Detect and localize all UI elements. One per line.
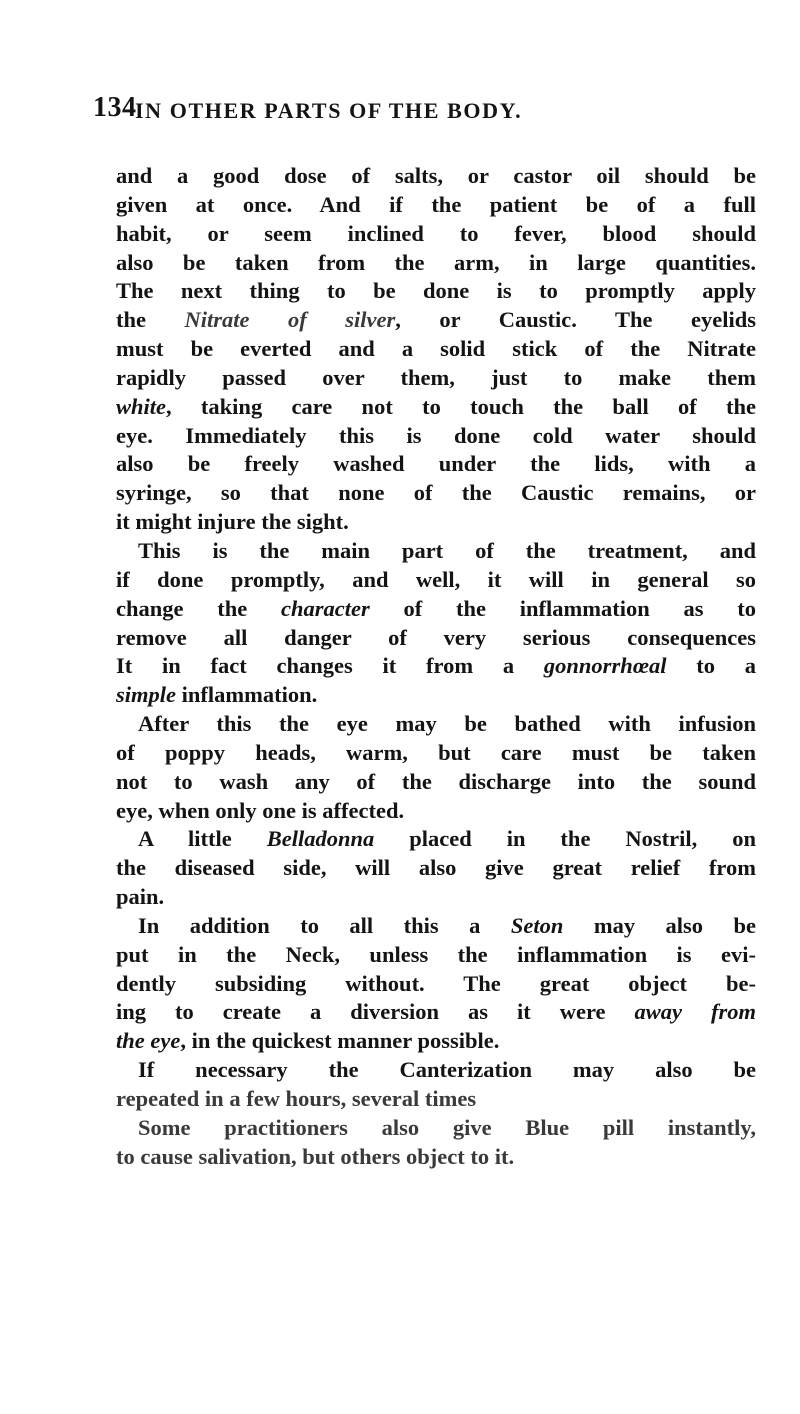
text-line: change the character of the inflammation as to [116, 595, 756, 621]
text-line: put in the Neck, unless the inflammation is evi- [116, 941, 756, 967]
text-line: also be freely washed under the lids, with a [116, 451, 756, 477]
text-line: not to wash any of the discharge into the sound [116, 768, 756, 794]
text-line: dently subsiding without. The great object be- [116, 970, 756, 996]
text-line: A little Belladonna placed in the Nostril, on [138, 826, 756, 852]
text-line: This is the main part of the treatment, and [138, 537, 756, 563]
italic-term: gonnorrhœal [543, 653, 667, 679]
text-line: it might injure the sight. [116, 509, 349, 535]
text-line: given at once. And if the patient be of a full [116, 191, 756, 217]
text-line: habit, or seem inclined to fever, blood should [116, 220, 756, 246]
text-line: After this the eye may be bathed with infusion [138, 711, 756, 737]
text-line: the diseased side, will also give great relief from [116, 855, 756, 881]
italic-term: away from [634, 999, 756, 1025]
text-line: If necessary the Canterization may also be [138, 1057, 756, 1083]
text-line: In addition to all this a Seton may also be [138, 912, 756, 938]
italic-term: Nitrate of silver [184, 307, 396, 333]
text-line: if done promptly, and well, it will in general so [116, 566, 756, 592]
text-line: white, taking care not to touch the ball of the [116, 393, 756, 419]
text-line: rapidly passed over them, just to make them [116, 364, 756, 390]
text-line: The next thing to be done is to promptly apply [116, 278, 756, 304]
text-line: remove all danger of very serious consequences [116, 624, 756, 650]
text-line: eye, when only one is affected. [116, 797, 405, 823]
italic-term: the eye [116, 1028, 181, 1054]
text-line: to cause salivation, but others object to it. [116, 1143, 515, 1169]
page-number: 134 [93, 92, 137, 123]
italic-term: simple [116, 682, 176, 708]
running-title: IN OTHER PARTS OF THE BODY. [135, 98, 523, 123]
text-line: It in fact changes it from a gonnorrhœal to a [116, 653, 756, 679]
text-line: the Nitrate of silver, or Caustic. The eyelids [116, 307, 756, 333]
text-line: eye. Immediately this is done cold water should [116, 422, 756, 448]
text-line: simple inflammation. [116, 682, 318, 708]
text-line: also be taken from the arm, in large quantities. [116, 249, 756, 275]
italic-term: Seton [510, 912, 564, 938]
text-line: pain. [116, 884, 165, 910]
text-line: syringe, so that none of the Caustic remains, or [116, 480, 756, 506]
text-line: repeated in a few hours, several times [116, 1086, 477, 1111]
text-line: Some practitioners also give Blue pill instantly, [138, 1114, 756, 1140]
running-head [93, 92, 733, 128]
italic-term: character [281, 595, 370, 621]
text-line: of poppy heads, warm, but care must be taken [116, 739, 756, 765]
italic-term: Belladonna [266, 826, 375, 852]
text-line: and a good dose of salts, or castor oil should be [116, 163, 756, 188]
text-line: ing to create a diversion as it were away from [116, 999, 756, 1025]
italic-term: white [116, 393, 167, 419]
text-line: must be everted and a solid stick of the Nitrate [116, 336, 756, 362]
text-line: the eye, in the quickest manner possible. [116, 1028, 500, 1054]
body-text [116, 162, 756, 1172]
